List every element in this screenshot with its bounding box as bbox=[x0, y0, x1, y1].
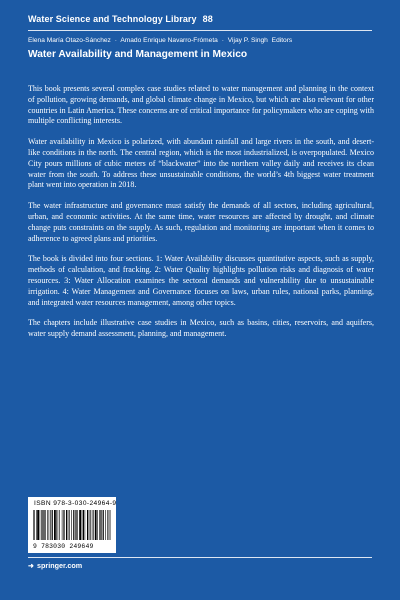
barcode-bar bbox=[50, 510, 51, 540]
barcode-bar bbox=[109, 510, 110, 540]
barcode-bar bbox=[47, 510, 48, 540]
editor-separator: · bbox=[114, 37, 117, 44]
barcode-bar bbox=[103, 510, 104, 540]
barcode-bar bbox=[68, 510, 69, 540]
barcode-bar bbox=[77, 510, 78, 540]
barcode-bar bbox=[63, 510, 64, 540]
barcode-bar bbox=[76, 510, 77, 540]
barcode-bar bbox=[79, 510, 81, 540]
barcode-bar bbox=[100, 510, 101, 540]
blurb-paragraph: This book presents several complex case studies related to water management and planning in the context of pollution, growing demands, and global climate change in Mexico, but which are also relevant for other countries in Latin America. These concerns are of critical importance for policymakers who are coping with multiple conflicting interests. bbox=[28, 84, 374, 126]
barcode-bar bbox=[43, 510, 44, 540]
barcode-bar bbox=[33, 510, 34, 540]
barcode-bar bbox=[82, 510, 83, 540]
barcode-bar bbox=[62, 510, 63, 540]
publisher-url: springer.com bbox=[37, 561, 83, 570]
barcode-bar bbox=[49, 510, 50, 540]
footer-divider bbox=[28, 557, 372, 558]
barcode-bar bbox=[56, 510, 57, 540]
barcode-bar bbox=[87, 510, 88, 540]
barcode-bar bbox=[44, 510, 45, 540]
arrow-right-icon: ➜ bbox=[28, 561, 35, 570]
barcode-bar bbox=[40, 510, 41, 540]
barcode-icon bbox=[33, 510, 111, 540]
barcode-bar bbox=[69, 510, 70, 540]
barcode-bar bbox=[59, 510, 60, 540]
barcode-bar bbox=[85, 510, 86, 540]
barcode-bar bbox=[107, 510, 108, 540]
barcode-bar bbox=[52, 510, 53, 540]
barcode-bar bbox=[36, 510, 37, 540]
barcode-bar bbox=[73, 510, 74, 540]
barcode-bar bbox=[89, 510, 90, 540]
blurb-paragraph: The water infrastructure and governance must satisfy the demands of all sectors, including agricultural, urban, and economic activities. At the same time, water resources are affected by drought, and climate change puts constraints on the supply. As such, regulation and monitoring are important when it comes to adherence to agreed plans and priorities. bbox=[28, 201, 374, 243]
blurb-paragraph: The chapters include illustrative case studies in Mexico, such as basins, cities, reservoirs, and aquifers, water supply demand assessment, planning, and management. bbox=[28, 318, 374, 339]
barcode-bar bbox=[83, 510, 84, 540]
barcode-bar bbox=[66, 510, 67, 540]
barcode-bar bbox=[64, 510, 65, 540]
editors-line bbox=[28, 37, 292, 44]
series-header bbox=[28, 14, 213, 24]
blurb bbox=[28, 84, 374, 350]
barcode-bar bbox=[34, 510, 35, 540]
barcode-bar bbox=[97, 510, 98, 540]
blurb-paragraph: The book is divided into four sections. 1: Water Availability discusses quantitative aspects, such as supply, methods of calculation, and fracking. 2: Water Quality highlights pollution risks and diagnosis of water resources. 3: Water Allocation examines the sectoral demands and vulnerability due to unsustainable irrigation. 4: Water Management and Governance focuses on laws, urban rules, national parks, planning, and integrated water resources management, among other topics. bbox=[28, 254, 374, 307]
publisher-link[interactable] bbox=[28, 561, 82, 570]
barcode-bar bbox=[71, 510, 72, 540]
series-number: 88 bbox=[202, 14, 213, 24]
barcode-bar bbox=[93, 510, 94, 540]
editor-name: Amado Enrique Navarro-Frómeta bbox=[120, 37, 218, 44]
header-divider bbox=[28, 30, 372, 31]
barcode-bar bbox=[58, 510, 59, 540]
barcode-bar bbox=[95, 510, 97, 540]
barcode-bar bbox=[41, 510, 42, 540]
editor-name: Elena María Otazo-Sánchez bbox=[28, 37, 111, 44]
barcode-bar bbox=[99, 510, 100, 540]
barcode-bar bbox=[92, 510, 93, 540]
blurb-paragraph: Water availability in Mexico is polarized, with abundant rainfall and large rivers in the south, and desert-like conditions in the north. The central region, which is the most industrialized, is overpopulated. Mexico City pours millions of cubic meters of “blackwater” into the northern valley daily and receives its clean water from the south. To address these unsustainable conditions, the world’s 4th biggest water treatment plant went into operation in 2018. bbox=[28, 137, 374, 190]
barcode-bar bbox=[110, 510, 111, 540]
barcode-bar bbox=[101, 510, 102, 540]
editor-name: Vijay P. Singh bbox=[227, 37, 268, 44]
barcode-bar bbox=[37, 510, 39, 540]
barcode-bar bbox=[105, 510, 106, 540]
barcode-bar bbox=[54, 510, 56, 540]
isbn-label: ISBN 978-3-030-24964-9 bbox=[34, 500, 117, 507]
editor-separator: · bbox=[221, 37, 224, 44]
barcode-digits: 9 783030 249649 bbox=[33, 543, 94, 550]
book-title: Water Availability and Management in Mexico bbox=[28, 49, 248, 60]
barcode-bar bbox=[75, 510, 76, 540]
series-name: Water Science and Technology Library bbox=[28, 14, 197, 24]
barcode-bar bbox=[90, 510, 91, 540]
editors-role: Editors bbox=[271, 37, 293, 44]
